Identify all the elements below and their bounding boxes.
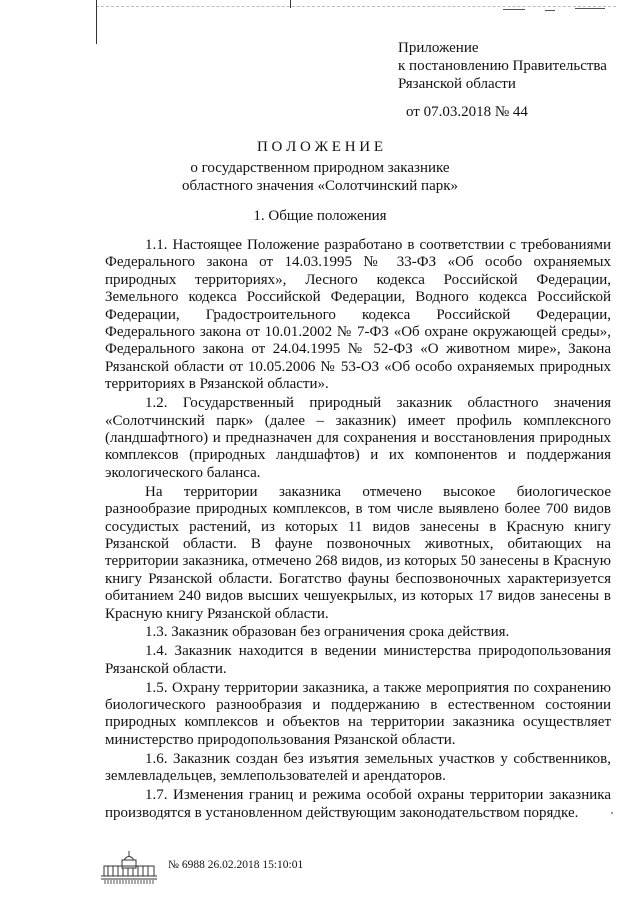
paragraph-1-5: 1.5. Охрану территории заказника, а также мероприятия по сохранению биологического разнообразия и поддержанию в естественном состоянии природных комплексов и объектов на территории заказника осуществляет министерство природопользования Рязанской области. bbox=[105, 679, 611, 748]
section-body bbox=[105, 237, 611, 822]
registration-stamp: № 6988 26.02.2018 15:10:01 bbox=[168, 859, 304, 871]
annex-date-number: от 07.03.2018 № 44 bbox=[406, 104, 528, 120]
paragraph-1-3: 1.3. Заказник образован без ограничения срока действия. bbox=[145, 624, 510, 641]
paragraph-1-1: 1.1. Настоящее Положение разработано в соответствии с требованиями Федерального закона от 14.03.1995 № 33-ФЗ «Об особо охраняемых природных территориях», Лесного кодекса Российской Федерации, Земельного кодекса Российской Федерации, Водного кодекса Российской Федерации, Градостроительного кодекса Российской Федерации, Федерального закона от 10.01.2002 № 7-ФЗ «Об охране окружающей среды», Федерального закона от 24.04.1995 № 52-ФЗ «О животном мире», Закона Рязанской области от 10.05.2006 № 53-ОЗ «Об особо охраняемых природных территориях в Рязанской области». bbox=[105, 237, 611, 393]
scan-left-edge bbox=[96, 0, 97, 44]
section-heading: 1. Общие положения bbox=[253, 208, 387, 224]
annex-resolution: к постановлению Правительства bbox=[398, 58, 607, 74]
document-subtitle-line2: областного значения «Солотчинский парк» bbox=[181, 178, 459, 194]
government-building-icon bbox=[98, 847, 160, 885]
paragraph-1-4: 1.4. Заказник находится в ведении министерства природопользования Рязанской области. bbox=[105, 643, 611, 677]
document-heading: П О Л О Ж Е Н И Е bbox=[256, 139, 384, 155]
paragraph-1-2: 1.2. Государственный природный заказник областного значения «Солотчинский парк» (далее – заказник) имеет профиль комплексного (ландшафтного) и предназначен для сохранения и восстановления природных комплексов (природных ландшафтов) и их компонентов и поддержания экологического баланса. bbox=[105, 395, 611, 481]
document-subtitle-line1: о государственном природном заказнике bbox=[190, 160, 450, 176]
scan-dashed-line bbox=[96, 6, 616, 7]
scan-dot bbox=[611, 812, 613, 814]
annex-block bbox=[398, 39, 607, 121]
scan-tick bbox=[290, 0, 291, 8]
annex-region: Рязанской области bbox=[398, 76, 516, 92]
paragraph-1-7: 1.7. Изменения границ и режима особой охраны территории заказника производятся в установленном действующим законодательством порядке. bbox=[105, 787, 611, 821]
scan-mark bbox=[503, 9, 525, 10]
paragraph-1-6: 1.6. Заказник создан без изъятия земельных участков у собственников, землевладельцев, землепользователей и арендаторов. bbox=[105, 750, 611, 785]
scan-mark bbox=[575, 8, 605, 9]
registration-footer bbox=[98, 847, 358, 887]
paragraph-biodiversity: На территории заказника отмечено высокое биологическое разнообразие природных комплексов, в том числе выявлено более 700 видов сосудистых растений, из которых 11 видов занесены в Красную книгу Рязанской области. В фауне позвоночных животных, обитающих на территории заказника, отмечено 268 видов, из которых 50 занесены в Красную книгу Рязанской области. Богатство фауны беспозвоночных характеризуется обитанием 240 видов высших чешуекрылых, из которых 17 видов занесены в Красную книгу Рязанской области. bbox=[105, 483, 611, 622]
scan-mark bbox=[545, 10, 555, 11]
annex-title: Приложение bbox=[398, 40, 479, 56]
